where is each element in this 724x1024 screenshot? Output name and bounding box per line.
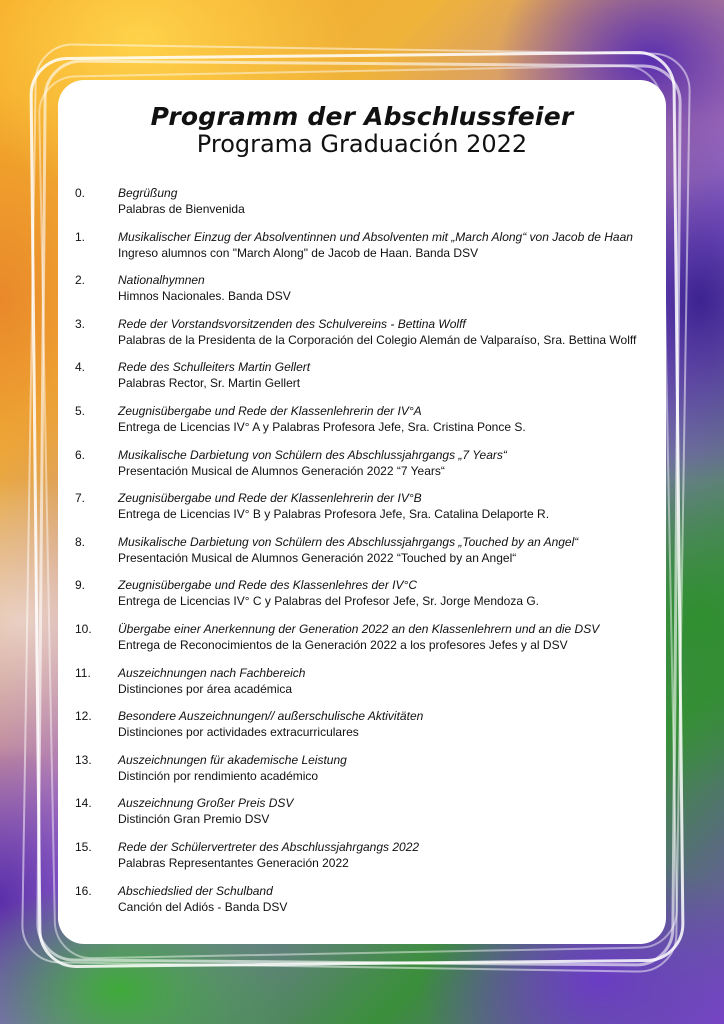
item-title-spanish: Entrega de Licencias IV° C y Palabras del Profesor Jefe, Sr. Jorge Mendoza G. bbox=[118, 594, 540, 609]
item-number: 15. bbox=[75, 839, 92, 854]
item-number: 0. bbox=[75, 186, 86, 200]
program-item bbox=[75, 360, 660, 404]
program-item bbox=[75, 666, 660, 710]
item-number: 14. bbox=[75, 796, 92, 811]
item-number: 2. bbox=[75, 273, 86, 288]
item-title-spanish: Himnos Nacionales. Banda DSV bbox=[118, 289, 291, 304]
program-item bbox=[75, 317, 660, 361]
item-title-spanish: Palabras Representantes Generación 2022 bbox=[118, 855, 349, 870]
item-number: 7. bbox=[75, 491, 86, 506]
item-title-spanish: Palabras de Bienvenida bbox=[118, 202, 245, 216]
program-item bbox=[75, 448, 660, 492]
program-item bbox=[75, 535, 660, 579]
item-title-german: Nationalhymnen bbox=[118, 273, 205, 288]
title-spanish: Programa Graduación 2022 bbox=[196, 130, 528, 158]
title-german: Programm der Abschlussfeier bbox=[150, 102, 574, 131]
item-number: 9. bbox=[75, 578, 86, 593]
item-number: 16. bbox=[75, 883, 92, 898]
program-item bbox=[75, 753, 660, 797]
item-title-german: Auszeichnungen für akademische Leistung bbox=[118, 752, 347, 767]
item-title-german: Begrüßung bbox=[118, 186, 178, 200]
item-number: 8. bbox=[75, 534, 86, 549]
item-title-spanish: Entrega de Licencias IV° B y Palabras Profesora Jefe, Sra. Catalina Delaporte R. bbox=[118, 507, 550, 522]
item-title-spanish: Distinción Gran Premio DSV bbox=[118, 812, 270, 827]
program-item bbox=[75, 796, 660, 840]
item-title-german: Musikalische Darbietung von Schülern des Abschlussjahrgangs „Touched by an Angel“ bbox=[118, 534, 579, 549]
program-item bbox=[75, 404, 660, 448]
item-title-german: Abschiedslied der Schulband bbox=[118, 883, 273, 898]
item-title-german: Zeugnisübergabe und Rede der Klassenlehrerin der IV°B bbox=[118, 491, 422, 506]
program-item bbox=[75, 622, 660, 666]
item-title-german: Rede der Schülervertreter des Abschlussjahrgangs 2022 bbox=[118, 839, 420, 854]
item-number: 13. bbox=[75, 752, 92, 767]
item-title-german: Auszeichnungen nach Fachbereich bbox=[118, 665, 306, 680]
item-title-german: Besondere Auszeichnungen// außerschulische Aktivitäten bbox=[118, 709, 424, 724]
program-item bbox=[75, 186, 660, 230]
item-title-spanish: Canción del Adiós - Banda DSV bbox=[118, 899, 288, 914]
item-number: 6. bbox=[75, 447, 86, 462]
program-list bbox=[75, 186, 660, 927]
item-title-spanish: Distinciones por actividades extracurriculares bbox=[118, 725, 359, 740]
item-number: 11. bbox=[75, 665, 91, 680]
item-title-german: Rede des Schulleiters Martin Gellert bbox=[118, 360, 311, 375]
item-title-german: Musikalischer Einzug der Absolventinnen und Absolventen mit „March Along“ von Jacob de Haan bbox=[118, 229, 633, 244]
item-title-spanish: Palabras de la Presidenta de la Corporación del Colegio Alemán de Valparaíso, Sra. Bettina Wolff bbox=[118, 332, 637, 347]
item-number: 4. bbox=[75, 360, 86, 375]
program-item bbox=[75, 491, 660, 535]
item-title-spanish: Presentación Musical de Alumnos Generación 2022 “Touched by an Angel“ bbox=[118, 550, 517, 565]
item-title-spanish: Distinción por rendimiento académico bbox=[118, 768, 319, 783]
item-title-german: Rede der Vorstandsvorsitzenden des Schulvereins - Bettina Wolff bbox=[118, 316, 466, 331]
item-number: 3. bbox=[75, 316, 86, 331]
program-sheet bbox=[58, 80, 666, 944]
item-title-german: Auszeichnung Großer Preis DSV bbox=[118, 796, 294, 811]
item-title-spanish: Distinciones por área académica bbox=[118, 681, 293, 696]
item-title-german: Musikalische Darbietung von Schülern des Abschlussjahrgangs „7 Years“ bbox=[118, 447, 507, 462]
item-number: 12. bbox=[75, 709, 92, 724]
program-item bbox=[75, 578, 660, 622]
program-item bbox=[75, 230, 660, 274]
item-title-spanish: Ingreso alumnos con "March Along" de Jacob de Haan. Banda DSV bbox=[118, 245, 479, 260]
item-title-spanish: Entrega de Licencias IV° A y Palabras Profesora Jefe, Sra. Cristina Ponce S. bbox=[118, 419, 526, 434]
item-number: 10. bbox=[75, 621, 92, 636]
program-item bbox=[75, 273, 660, 317]
program-item bbox=[75, 709, 660, 753]
item-number: 5. bbox=[75, 403, 86, 418]
item-title-german: Übergabe einer Anerkennung der Generation 2022 an den Klassenlehrern und an die DSV bbox=[118, 621, 600, 636]
item-title-german: Zeugnisübergabe und Rede des Klassenlehres der IV°C bbox=[118, 578, 417, 593]
item-title-spanish: Palabras Rector, Sr. Martin Gellert bbox=[118, 376, 301, 391]
item-title-spanish: Presentación Musical de Alumnos Generación 2022 “7 Years“ bbox=[118, 463, 445, 478]
item-title-german: Zeugnisübergabe und Rede der Klassenlehrerin der IV°A bbox=[118, 403, 422, 418]
item-title-spanish: Entrega de Reconocimientos de la Generación 2022 a los profesores Jefes y al DSV bbox=[118, 637, 568, 652]
program-item bbox=[75, 840, 660, 884]
item-number: 1. bbox=[75, 229, 86, 244]
program-item bbox=[75, 884, 660, 928]
